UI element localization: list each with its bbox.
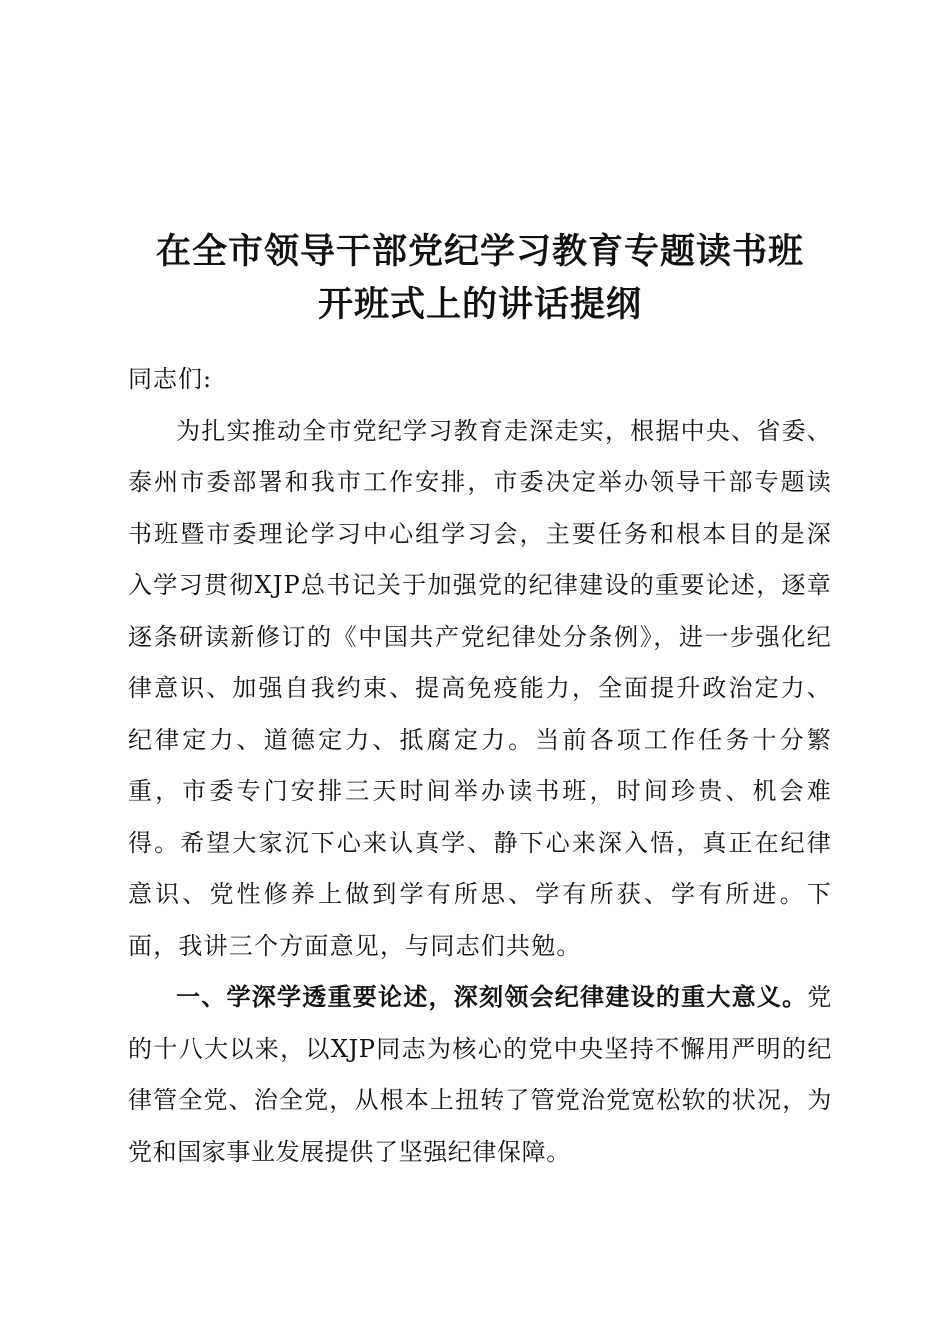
section-1-text: 党的十八大以来，以XJP同志为核心的党中央坚持不懈用严明的纪律管全党、治全党，从根本上扭转了管党治党宽松软的状况，为党和国家事业发展提供了坚强纪律保障。: [128, 983, 832, 1166]
section-1-heading: 一、学深学透重要论述，深刻领会纪律建设的重大意义。: [176, 983, 808, 1011]
document-title-line-1: 在全市领导干部党纪学习教育专题读书班: [155, 231, 804, 272]
document-body: [128, 354, 832, 1178]
intro-paragraph: 为扎实推动全市党纪学习教育走深走实，根据中央、省委、泰州市委部署和我市工作安排，市委决定举办领导干部专题读书班暨市委理论学习中心组学习会，主要任务和根本目的是深入学习贯彻XJP总书记关于加强党的纪律建设的重要论述，逐章逐条研读新修订的《中国共产党纪律处分条例》，进一步强化纪律意识、加强自我约束、提高免疫能力，全面提升政治定力、纪律定力、道德定力、抵腐定力。当前各项工作任务十分繁重，市委专门安排三天时间举办读书班，时间珍贵、机会难得。希望大家沉下心来认真学、静下心来深入悟，真正在纪律意识、党性修养上做到学有所思、学有所获、学有所进。下面，我讲三个方面意见，与同志们共勉。: [128, 416, 832, 960]
document-title-line-2: 开班式上的讲话提纲: [317, 284, 642, 325]
salutation: 同志们:: [128, 365, 213, 393]
section-1-paragraph: [128, 972, 832, 1178]
